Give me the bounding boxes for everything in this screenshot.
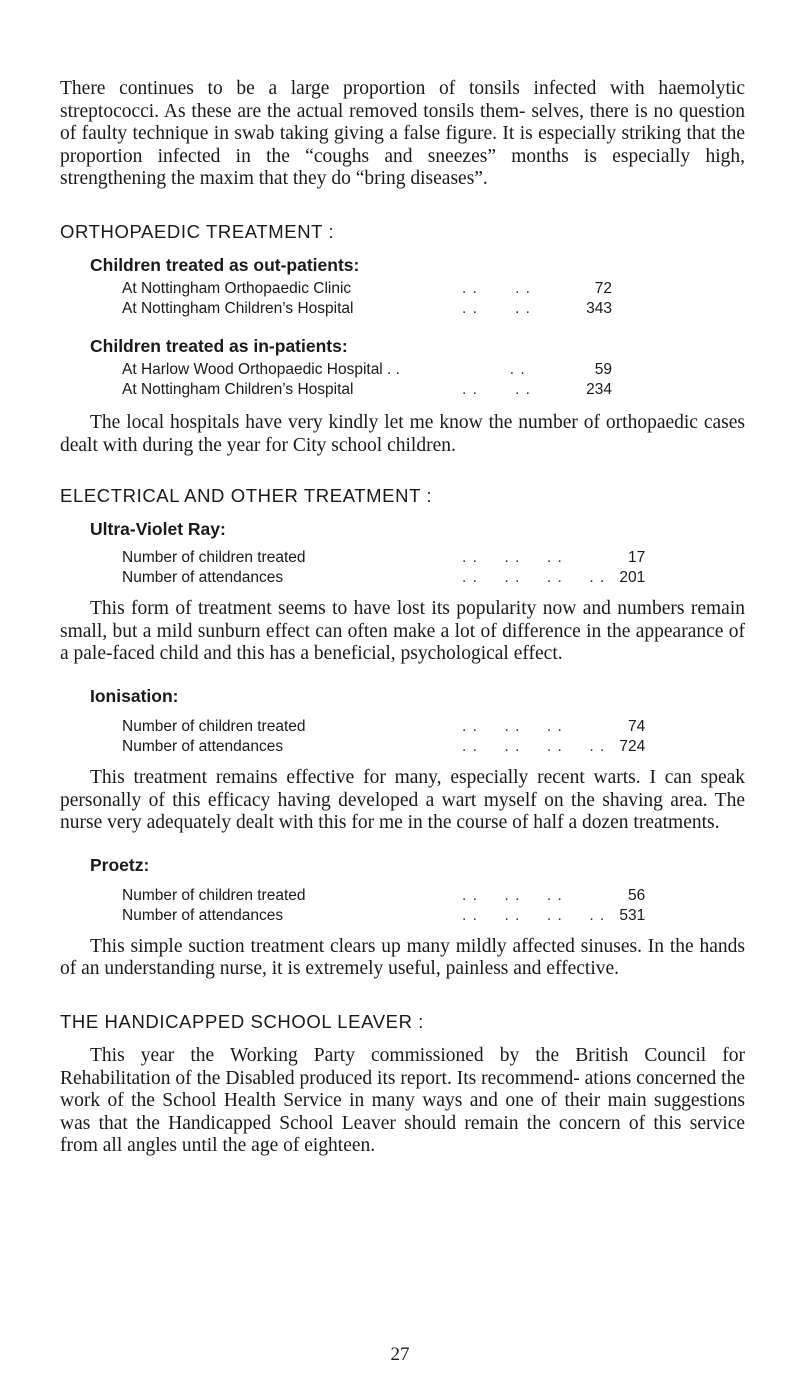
table-row xyxy=(122,279,612,299)
intro-paragraph: There continues to be a large proportion of tonsils infected with haemolytic streptococci. As these are the actual removed tonsils them- selves, there is no question of faulty technique in swab taking giving a false figure. It is especially striking that the proportion infected in the “coughs and sneezes” months is especially high, strengthening the maxim that they do “bring diseases”. xyxy=(60,78,745,190)
orthopaedic-note: The local hospitals have very kindly let me know the number of orthopaedic cases dealt with during the year for City school children. xyxy=(60,411,745,456)
table-row xyxy=(122,737,645,757)
inpatients-heading: Children treated as in-patients: xyxy=(90,335,348,356)
row-value: 343 xyxy=(586,299,612,317)
row-value: 17 xyxy=(628,549,646,567)
proetz-heading: Proetz: xyxy=(90,854,150,875)
table-row xyxy=(122,906,645,926)
handicapped-body: This year the Working Party commissioned by the British Council for Rehabilitation of the Disabled produced its report. Its recommend- ations concerned the work of the School Health Service in many ways and one of their main suggestions was that the Handicapped School Leaver should remain the concern of this service from all angles until the age of eighteen. xyxy=(60,1044,745,1157)
electrical-heading: ELECTRICAL AND OTHER TREATMENT : xyxy=(60,485,433,507)
leader-dots: . . . . . . xyxy=(462,549,563,567)
row-label: Number of children treated xyxy=(122,549,306,567)
table-row xyxy=(122,299,612,319)
page-number: 27 xyxy=(390,1344,410,1365)
ultraviolet-heading: Ultra-Violet Ray: xyxy=(90,519,226,540)
leader-dots: . . . . xyxy=(462,299,531,317)
leader-dots: . . . . . . xyxy=(462,886,563,904)
ultraviolet-table xyxy=(122,548,645,588)
row-value: 56 xyxy=(628,886,646,904)
leader-dots: . . . . xyxy=(462,279,531,297)
ultraviolet-note: This form of treatment seems to have lost its popularity now and numbers remain small, but a mild sunburn effect can often make a lot of difference in the appearance of a pale-faced child and this has a beneficial, psychological effect. xyxy=(60,598,745,665)
leader-dots: . . . . . . . . xyxy=(462,737,606,755)
row-label: At Nottingham Orthopaedic Clinic xyxy=(122,279,352,297)
leader-dots: . . . . . . xyxy=(462,717,563,735)
row-value: 531 xyxy=(619,906,646,924)
row-value: 234 xyxy=(586,380,612,398)
table-row xyxy=(122,380,612,400)
table-row xyxy=(122,568,645,588)
table-row xyxy=(122,548,645,568)
row-value: 59 xyxy=(594,360,612,378)
row-value: 72 xyxy=(594,279,612,297)
row-label: Number of attendances xyxy=(122,906,284,924)
outpatients-table xyxy=(122,279,612,319)
leader-dots: . . . . xyxy=(462,380,531,398)
row-value: 74 xyxy=(628,717,646,735)
ionisation-table xyxy=(122,717,645,757)
row-label: Number of attendances xyxy=(122,737,284,755)
row-label: Number of children treated xyxy=(122,717,306,735)
handicapped-heading: THE HANDICAPPED SCHOOL LEAVER : xyxy=(60,1010,425,1032)
orthopaedic-heading: ORTHOPAEDIC TREATMENT : xyxy=(60,220,335,242)
proetz-table xyxy=(122,886,645,926)
ionisation-heading: Ionisation: xyxy=(90,685,179,706)
leader-dots: . . xyxy=(462,360,526,378)
row-label: Number of attendances xyxy=(122,569,284,587)
leader-dots: . . . . . . . . xyxy=(462,906,606,924)
row-label: At Nottingham Children’s Hospital xyxy=(122,299,354,317)
row-label: Number of children treated xyxy=(122,886,306,904)
table-row xyxy=(122,886,645,906)
ionisation-note: This treatment remains effective for many, especially recent warts. I can speak personally of this efficacy having developed a wart myself on the shaving area. The nurse very adequately dealt with this for me in the course of half a dozen treatments. xyxy=(60,766,745,834)
table-row xyxy=(122,360,612,380)
row-value: 201 xyxy=(619,569,646,587)
proetz-note: This simple suction treatment clears up many mildly affected sinuses. In the hands of an understanding nurse, it is extremely useful, painless and effective. xyxy=(60,935,745,980)
table-row xyxy=(122,717,645,737)
row-label: At Harlow Wood Orthopaedic Hospital . . xyxy=(122,360,400,378)
row-value: 724 xyxy=(619,737,646,755)
row-label: At Nottingham Children’s Hospital xyxy=(122,380,354,398)
inpatients-table xyxy=(122,360,612,400)
outpatients-heading: Children treated as out-patients: xyxy=(90,254,360,275)
leader-dots: . . . . . . . . xyxy=(462,569,606,587)
page-content xyxy=(60,78,745,1158)
